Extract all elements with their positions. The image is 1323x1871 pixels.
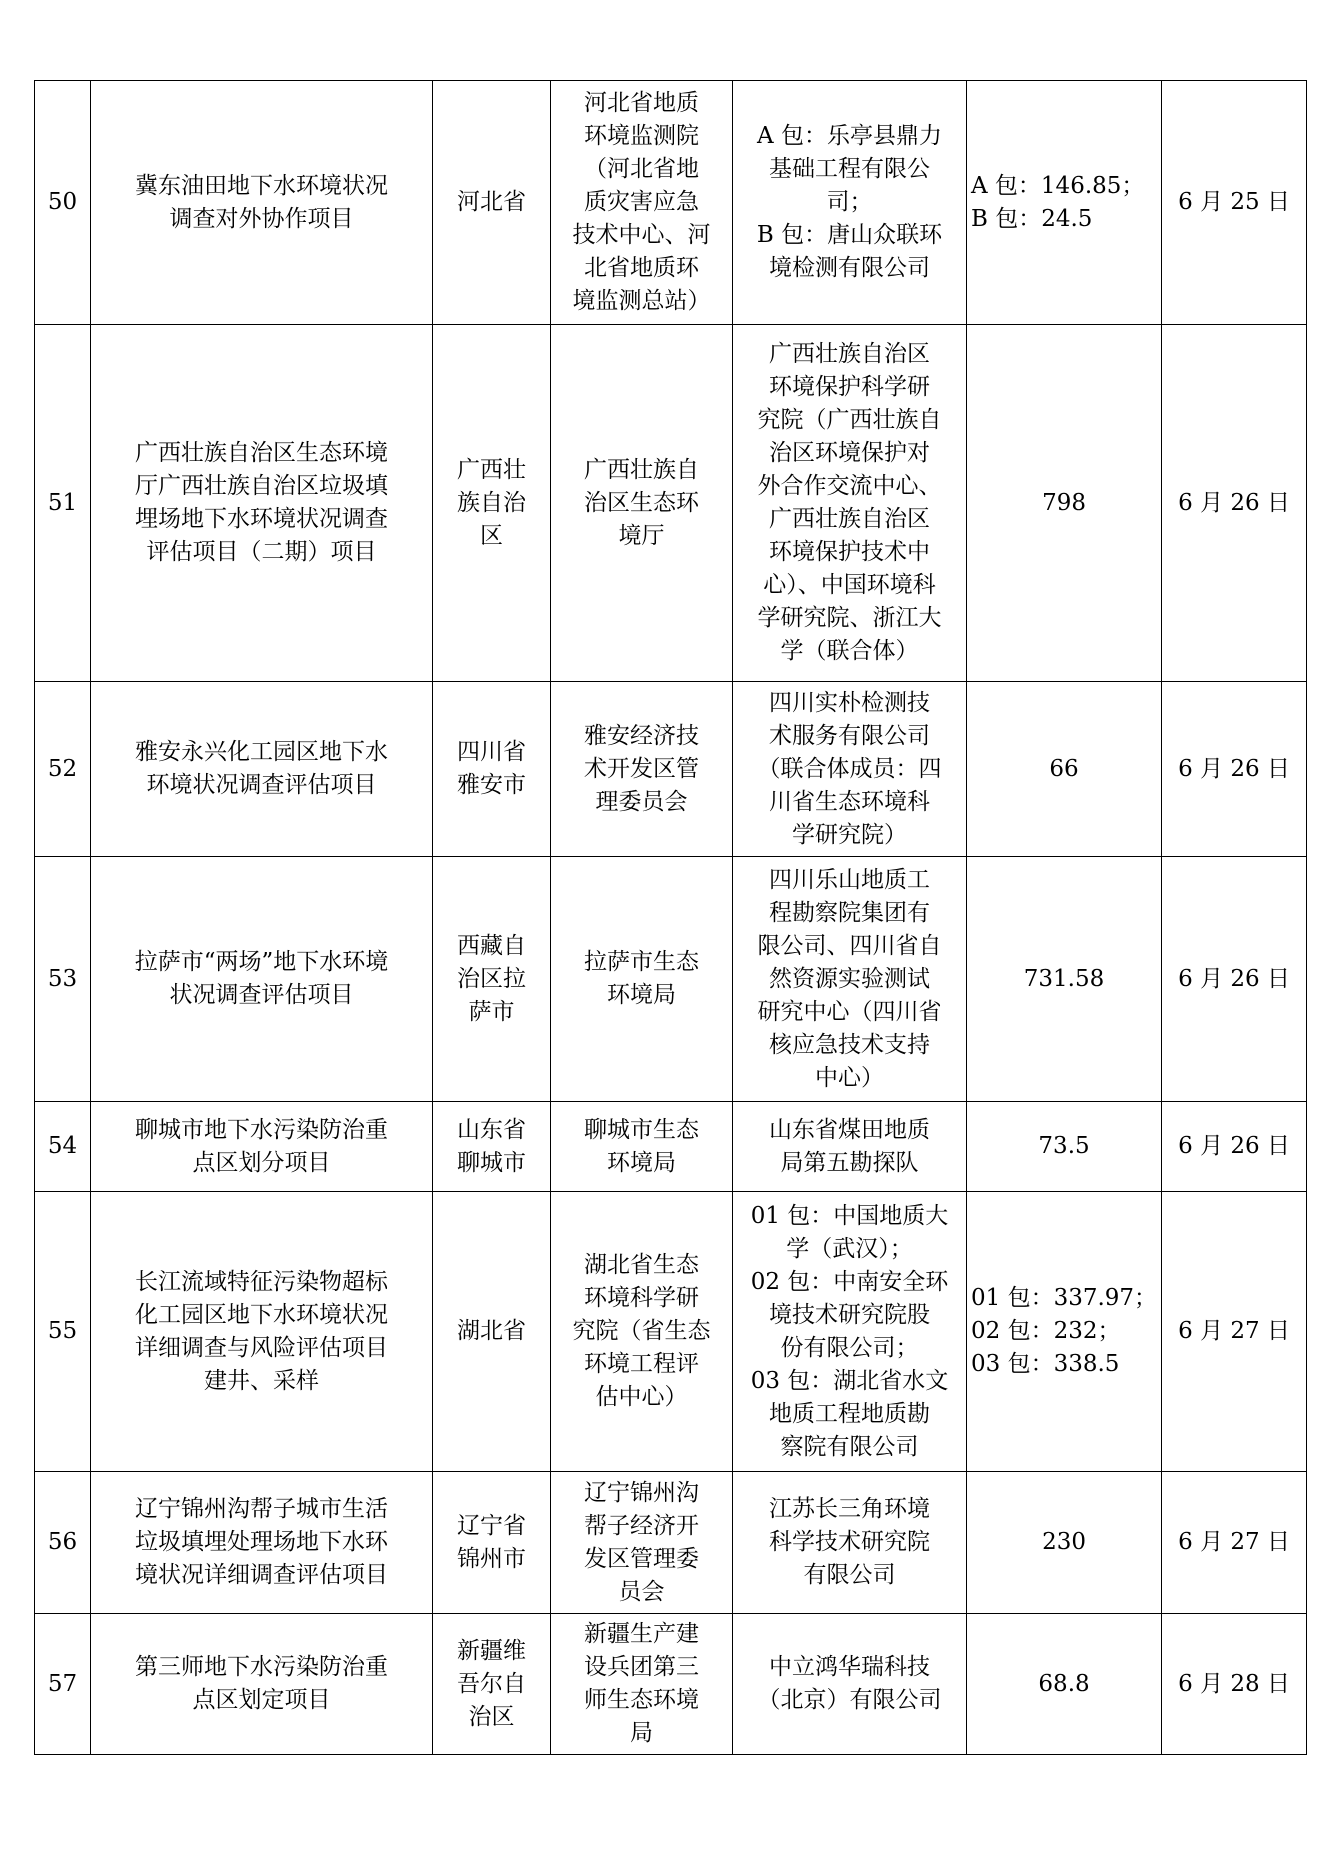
purchaser-line: 新疆生产建 [584, 1621, 699, 1647]
purchaser-line: 辽宁锦州沟 [584, 1479, 699, 1506]
region-cell [433, 81, 551, 325]
purchaser-line: 质灾害应急 [584, 189, 699, 215]
amount-cell [967, 1614, 1162, 1755]
row-number-cell: 52 [35, 682, 91, 857]
project-name-cell [91, 1102, 433, 1192]
supplier-line: 四川乐山地质工 [769, 866, 930, 893]
project-name-line: 垃圾填埋处理场地下水环 [135, 1529, 388, 1555]
region-cell [433, 1192, 551, 1472]
supplier-cell [733, 1192, 967, 1472]
supplier-line: A 包：乐亭县鼎力 [757, 123, 942, 149]
supplier-line: 境检测有限公司 [769, 255, 930, 281]
procurement-table [34, 80, 1307, 1755]
project-name-line: 埋场地下水环境状况调查 [135, 506, 388, 532]
supplier-line: 江苏长三角环境 [769, 1496, 930, 1522]
purchaser-line: 员会 [618, 1578, 665, 1605]
project-name-cell [91, 857, 433, 1102]
supplier-cell [733, 1472, 967, 1614]
project-name-line: 聊城市地下水污染防治重 [135, 1116, 388, 1143]
supplier-line: 研究中心（四川省 [757, 998, 942, 1025]
supplier-line: 学研究院） [792, 821, 907, 848]
supplier-cell [733, 1102, 967, 1192]
amount-cell [967, 857, 1162, 1102]
region-line: 西藏自 [457, 932, 526, 959]
region-line: 河北省 [457, 189, 526, 215]
region-cell [433, 1102, 551, 1192]
project-name-line: 建井、采样 [204, 1367, 319, 1394]
purchaser-line: 广西壮族自 [584, 456, 699, 483]
supplier-cell [733, 325, 967, 682]
purchaser-line: 师生态环境 [584, 1687, 699, 1713]
region-line: 雅安市 [457, 772, 526, 798]
purchaser-line: 环境局 [607, 982, 676, 1008]
project-name-line: 详细调查与风险评估项目 [135, 1334, 388, 1361]
row-number-cell: 56 [35, 1472, 91, 1614]
table-row [35, 325, 1307, 682]
project-name-line: 雅安永兴化工园区地下水 [135, 739, 388, 765]
date-cell: 6 月 28 日 [1162, 1614, 1307, 1755]
purchaser-line: 技术中心、河 [572, 222, 711, 248]
supplier-line: 司； [826, 189, 873, 215]
amount-cell [967, 1472, 1162, 1614]
project-name-line: 境状况详细调查评估项目 [135, 1562, 388, 1588]
purchaser-line: 发区管理委 [584, 1545, 699, 1572]
region-line: 区 [480, 522, 503, 549]
table-row [35, 682, 1307, 857]
purchaser-cell [551, 857, 733, 1102]
supplier-line: 01 包：中国地质大 [750, 1202, 949, 1229]
purchaser-line: 河北省地质 [584, 90, 699, 116]
project-name-line: 环境状况调查评估项目 [146, 772, 377, 798]
purchaser-line: 境监测总站） [572, 288, 711, 314]
supplier-line: 限公司、四川省自 [757, 932, 942, 959]
project-name-line: 辽宁锦州沟帮子城市生活 [135, 1496, 388, 1522]
purchaser-cell [551, 1192, 733, 1472]
date-cell: 6 月 25 日 [1162, 81, 1307, 325]
region-line: 广西壮 [457, 456, 526, 483]
supplier-line: 地质工程地质勘 [769, 1400, 930, 1427]
project-name-line: 长江流域特征污染物超标 [135, 1268, 388, 1295]
region-line: 聊城市 [457, 1149, 526, 1176]
table-row [35, 1192, 1307, 1472]
project-name-line: 评估项目（二期）项目 [146, 539, 377, 565]
project-name-cell [91, 1192, 433, 1472]
region-cell [433, 1472, 551, 1614]
amount-line: B 包：24.5 [971, 205, 1093, 232]
supplier-line: 环境保护科学研 [769, 374, 930, 400]
purchaser-cell [551, 1472, 733, 1614]
purchaser-cell [551, 1102, 733, 1192]
supplier-line: 学（武汉）； [786, 1235, 913, 1262]
project-name-cell [91, 81, 433, 325]
supplier-line: 山东省煤田地质 [769, 1116, 930, 1143]
purchaser-line: 聊城市生态 [584, 1116, 699, 1143]
purchaser-line: 拉萨市生态 [584, 949, 699, 975]
date-cell: 6 月 26 日 [1162, 682, 1307, 857]
project-name-cell [91, 682, 433, 857]
region-line: 辽宁省 [457, 1512, 526, 1539]
supplier-line: 心）、中国环境科 [763, 572, 936, 598]
row-number-cell: 55 [35, 1192, 91, 1472]
purchaser-line: 北省地质环 [584, 255, 699, 281]
project-name-cell [91, 325, 433, 682]
supplier-line: 学研究院、浙江大 [757, 605, 942, 631]
region-line: 萨市 [468, 998, 515, 1025]
project-name-line: 状况调查评估项目 [169, 982, 354, 1008]
project-name-line: 调查对外协作项目 [169, 205, 354, 232]
supplier-line: 察院有限公司 [780, 1433, 919, 1460]
date-cell: 6 月 27 日 [1162, 1472, 1307, 1614]
region-cell [433, 1614, 551, 1755]
purchaser-line: 理委员会 [595, 788, 688, 815]
supplier-cell [733, 81, 967, 325]
purchaser-line: 环境局 [607, 1149, 676, 1176]
amount-line: 68.8 [1038, 1670, 1090, 1697]
date-cell: 6 月 26 日 [1162, 325, 1307, 682]
region-cell [433, 325, 551, 682]
purchaser-line: 境厅 [618, 522, 665, 549]
supplier-cell [733, 682, 967, 857]
amount-line: 01 包：337.97； [971, 1285, 1158, 1311]
supplier-line: 程勘察院集团有 [769, 899, 930, 926]
date-cell: 6 月 27 日 [1162, 1192, 1307, 1472]
amount-line: 02 包：232； [971, 1318, 1121, 1344]
project-name-line: 点区划定项目 [192, 1687, 331, 1713]
purchaser-line: 设兵团第三 [584, 1654, 699, 1680]
region-cell [433, 857, 551, 1102]
region-line: 治区 [468, 1703, 515, 1730]
amount-line: 731.58 [1023, 965, 1105, 992]
region-line: 四川省 [457, 739, 526, 765]
purchaser-line: 究院（省生态 [572, 1318, 711, 1344]
purchaser-cell [551, 1614, 733, 1755]
supplier-line: 学（联合体） [780, 638, 919, 664]
amount-cell [967, 1192, 1162, 1472]
purchaser-line: 局 [630, 1720, 653, 1746]
amount-line: 03 包：338.5 [971, 1351, 1120, 1377]
supplier-line: 广西壮族自治区 [769, 506, 930, 532]
purchaser-line: 术开发区管 [584, 755, 699, 782]
project-name-cell [91, 1614, 433, 1755]
supplier-cell [733, 1614, 967, 1755]
supplier-line: （北京）有限公司 [757, 1687, 942, 1713]
region-line: 锦州市 [457, 1545, 526, 1572]
project-name-line: 化工园区地下水环境状况 [135, 1301, 388, 1328]
project-name-cell [91, 1472, 433, 1614]
purchaser-line: 治区生态环 [584, 489, 699, 516]
supplier-line: 02 包：中南安全环 [750, 1268, 949, 1295]
supplier-line: 治区环境保护对 [769, 440, 930, 466]
region-line: 山东省 [457, 1116, 526, 1143]
project-name-line: 冀东油田地下水环境状况 [135, 172, 388, 199]
table-row [35, 1614, 1307, 1755]
supplier-line: 然资源实验测试 [769, 965, 930, 992]
supplier-line: 境技术研究院股 [769, 1301, 930, 1328]
project-name-line: 拉萨市“两场”地下水环境 [134, 949, 389, 975]
supplier-line: 广西壮族自治区 [769, 341, 930, 367]
supplier-line: B 包：唐山众联环 [756, 222, 943, 248]
table-row [35, 81, 1307, 325]
supplier-line: 局第五勘探队 [780, 1149, 919, 1176]
supplier-line: 基础工程有限公 [769, 156, 930, 182]
table-row [35, 1472, 1307, 1614]
row-number-cell: 57 [35, 1614, 91, 1755]
supplier-cell [733, 857, 967, 1102]
purchaser-line: 帮子经济开 [584, 1512, 699, 1539]
purchaser-cell [551, 81, 733, 325]
amount-line: 798 [1042, 489, 1086, 516]
region-line: 族自治 [457, 489, 526, 516]
amount-cell [967, 81, 1162, 325]
supplier-line: 环境保护技术中 [769, 539, 930, 565]
amount-line: A 包：146.85； [971, 172, 1145, 199]
supplier-line: 科学技术研究院 [769, 1529, 930, 1555]
purchaser-line: 环境科学研 [584, 1285, 699, 1311]
purchaser-line: 环境工程评 [584, 1351, 699, 1377]
amount-line: 230 [1042, 1529, 1086, 1555]
project-name-line: 点区划分项目 [192, 1149, 331, 1176]
row-number-cell: 53 [35, 857, 91, 1102]
amount-cell [967, 325, 1162, 682]
supplier-line: 究院（广西壮族自 [757, 407, 942, 433]
amount-cell [967, 682, 1162, 857]
purchaser-line: （河北省地 [584, 156, 699, 182]
table-row [35, 1102, 1307, 1192]
supplier-line: 外合作交流中心、 [757, 473, 942, 499]
supplier-line: 03 包：湖北省水文 [750, 1367, 949, 1394]
purchaser-line: 估中心） [595, 1384, 688, 1410]
region-line: 吾尔自 [457, 1670, 526, 1697]
region-cell [433, 682, 551, 857]
region-line: 治区拉 [457, 965, 526, 992]
purchaser-line: 湖北省生态 [584, 1252, 699, 1278]
row-number-cell: 54 [35, 1102, 91, 1192]
project-name-line: 厅广西壮族自治区垃圾填 [135, 473, 388, 499]
region-line: 新疆维 [457, 1637, 526, 1664]
purchaser-line: 雅安经济技 [584, 722, 699, 749]
supplier-line: 川省生态环境科 [769, 788, 930, 815]
amount-cell [967, 1102, 1162, 1192]
date-cell: 6 月 26 日 [1162, 1102, 1307, 1192]
amount-line: 66 [1049, 755, 1079, 782]
supplier-line: （联合体成员：四 [757, 755, 942, 782]
region-line: 湖北省 [457, 1318, 526, 1344]
row-number-cell: 51 [35, 325, 91, 682]
supplier-line: 中立鸿华瑞科技 [769, 1654, 930, 1680]
table-row [35, 857, 1307, 1102]
project-name-line: 第三师地下水污染防治重 [135, 1654, 388, 1680]
purchaser-cell [551, 325, 733, 682]
supplier-line: 术服务有限公司 [769, 722, 930, 749]
supplier-line: 有限公司 [803, 1562, 896, 1588]
supplier-line: 核应急技术支持 [769, 1031, 930, 1058]
supplier-line: 中心） [815, 1064, 884, 1091]
purchaser-line: 环境监测院 [584, 123, 699, 149]
project-name-line: 广西壮族自治区生态环境 [135, 440, 388, 466]
supplier-line: 四川实朴检测技 [769, 689, 930, 716]
row-number-cell: 50 [35, 81, 91, 325]
date-cell: 6 月 26 日 [1162, 857, 1307, 1102]
supplier-line: 份有限公司； [780, 1334, 919, 1361]
table-body [35, 81, 1307, 1755]
amount-line: 73.5 [1038, 1133, 1090, 1159]
purchaser-cell [551, 682, 733, 857]
